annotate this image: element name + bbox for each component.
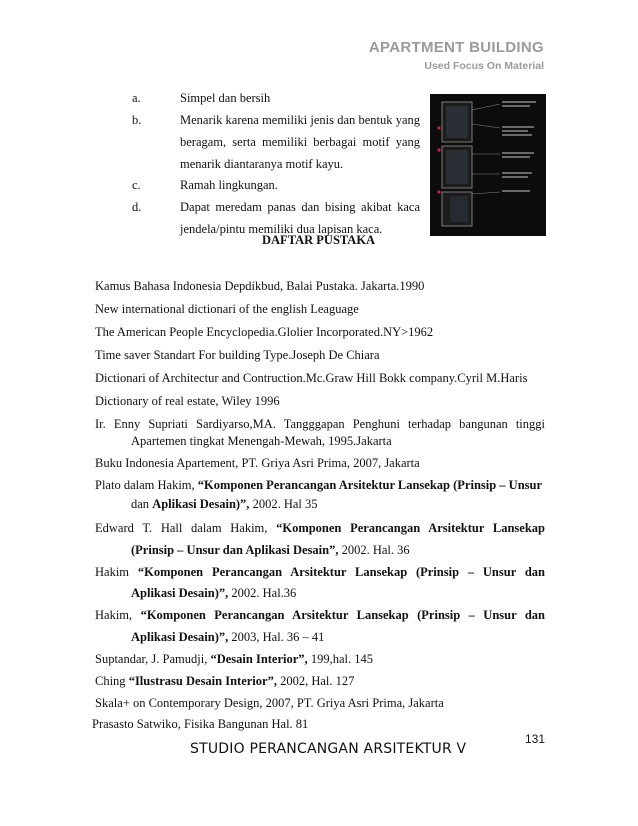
list-letter-a: a. bbox=[132, 91, 141, 105]
reference-3: The American People Encyclopedia.Glolier Incorporated.NY>1962 bbox=[95, 325, 434, 339]
header-subtitle: Used Focus On Material bbox=[424, 60, 544, 72]
reference-4: Time saver Standart For building Type.Joseph De Chiara bbox=[95, 348, 380, 362]
reference-10-line2: (Prinsip – Unsur dan Aplikasi Desain”, 2002. Hal. 36 bbox=[131, 543, 410, 557]
section-heading: DAFTAR PUSTAKA bbox=[262, 233, 376, 247]
reference-7-line1: Ir. Enny Supriati Sardiyarso,MA. Tangggapan Penghuni terhadap bangunan tinggi bbox=[95, 417, 545, 431]
reference-2: New international dictionari of the english Leaguage bbox=[95, 302, 359, 316]
list-letter-c: c. bbox=[132, 178, 141, 192]
reference-16: Prasasto Satwiko, Fisika Bangunan Hal. 81 bbox=[92, 717, 309, 731]
reference-15: Skala+ on Contemporary Design, 2007, PT. Griya Asri Prima, Jakarta bbox=[95, 696, 444, 710]
header-title: APARTMENT BUILDING bbox=[368, 39, 544, 56]
page-number: 131 bbox=[525, 732, 546, 746]
list-text-d-1: Dapat meredam panas dan bising akibat kaca bbox=[180, 200, 420, 214]
reference-7-line2: Apartemen tingkat Menengah-Mewah, 1995.Jakarta bbox=[131, 434, 392, 448]
reference-13: Suptandar, J. Pamudji, “Desain Interior”, 199,hal. 145 bbox=[95, 652, 373, 666]
reference-12-line1: Hakim, “Komponen Perancangan Arsitektur Lansekap (Prinsip – Unsur dan bbox=[95, 608, 545, 622]
reference-1: Kamus Bahasa Indonesia Depdikbud, Balai Pustaka. Jakarta.1990 bbox=[95, 279, 425, 293]
window-profile-photo bbox=[430, 94, 546, 236]
reference-9-line1: Plato dalam Hakim, “Komponen Perancangan Arsitektur Lansekap (Prinsip – Unsur bbox=[95, 478, 543, 492]
list-text-b-1: Menarik karena memiliki jenis dan bentuk yang bbox=[180, 113, 420, 127]
list-text-d-2: jendela/pintu memiliki dua lapisan kaca. bbox=[180, 222, 383, 236]
reference-9-line2: dan Aplikasi Desain)”, 2002. Hal 35 bbox=[131, 497, 318, 511]
reference-6: Dictionary of real estate, Wiley 1996 bbox=[95, 394, 280, 408]
list-letter-d: d. bbox=[132, 200, 142, 214]
reference-12-line2: Aplikasi Desain)”, 2003, Hal. 36 – 41 bbox=[131, 630, 325, 644]
reference-8: Buku Indonesia Apartement, PT. Griya Asri Prima, 2007, Jakarta bbox=[95, 456, 420, 470]
reference-14: Ching “Ilustrasu Desain Interior”, 2002, Hal. 127 bbox=[95, 674, 355, 688]
reference-11-line2: Aplikasi Desain)”, 2002. Hal.36 bbox=[131, 586, 297, 600]
reference-10-line1: Edward T. Hall dalam Hakim, “Komponen Perancangan Arsitektur Lansekap bbox=[95, 521, 545, 535]
list-text-b-2: beragam, serta memiliki berbagai motif yang bbox=[180, 135, 420, 149]
list-letter-b: b. bbox=[132, 113, 142, 127]
page-footer: STUDIO PERANCANGAN ARSITEKTUR V bbox=[190, 741, 467, 757]
list-text-c: Ramah lingkungan. bbox=[180, 178, 278, 192]
list-text-b-3: menarik diantaranya motif kayu. bbox=[180, 157, 344, 171]
reference-5: Dictionari of Architectur and Contruction.Mc.Graw Hill Bokk company.Cyril M.Haris bbox=[95, 371, 528, 385]
reference-11-line1: Hakim “Komponen Perancangan Arsitektur Lansekap (Prinsip – Unsur dan bbox=[95, 565, 545, 579]
list-text-a: Simpel dan bersih bbox=[180, 91, 271, 105]
